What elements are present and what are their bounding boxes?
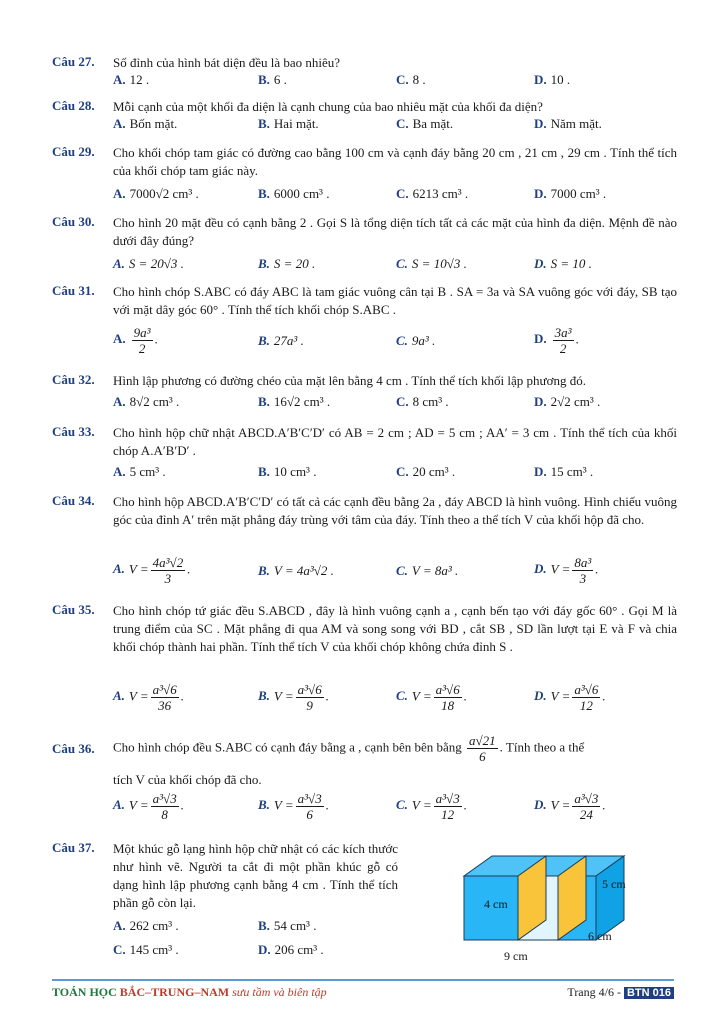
option-d[interactable]: D. V = $\frac{\text{8a³}}{3}$ .: [534, 555, 599, 586]
option-c[interactable]: C. 145 cm³ .: [113, 942, 179, 957]
question-label: Câu 34.: [52, 493, 95, 508]
option-b[interactable]: B. 6 .: [258, 72, 287, 87]
option-b[interactable]: B. 54 cm³ .: [258, 918, 317, 933]
question-text: Cho hình chóp tứ giác đều S.ABCD , đây là hình vuông cạnh a , cạnh bến tạo với đáy gốc 60° . Gọi M là trung điểm của SC . Mặt phẳng đi qua AM và song song với BD , cắt SB , SD lần lượt tại E và F và chia khối chóp thành hai phần. Tính thể tích V của khối chóp không chứa đỉnh S .: [113, 603, 677, 654]
question-text: Cho khối chóp tam giác có đường cao bằng 100 cm và cạnh đáy bằng 20 cm , 21 cm , 29 cm . Tính thể tích của khối chóp tam giác này.: [113, 145, 677, 178]
question-29: [52, 144, 677, 204]
option-a[interactable]: A. S = 20√3 .: [113, 256, 184, 271]
option-d[interactable]: D. 2√2 cm³ .: [534, 394, 601, 409]
option-d[interactable]: D. S = 10 .: [534, 256, 592, 271]
option-a[interactable]: A. $\frac{\text{9a³}}{2}$ .: [113, 325, 158, 356]
question-36: [52, 733, 677, 833]
option-c[interactable]: C. S = 10√3 .: [396, 256, 467, 271]
option-b[interactable]: B. 27a³ .: [258, 333, 304, 348]
question-text: Hình lập phương có đường chéo của mặt lên bằng 4 cm . Tính thể tích khối lập phương đó.: [113, 373, 586, 388]
question-text: Cho hình chóp đều S.ABC có cạnh đáy bằng a , cạnh bên bên bằng $\frac{a√21}{6}$ . Tính theo a thể: [113, 733, 585, 764]
option-a[interactable]: A. 8√2 cm³ .: [113, 394, 180, 409]
option-c[interactable]: C. V = 8a³ .: [396, 563, 459, 578]
wood-block-figure: [450, 848, 650, 968]
option-a[interactable]: A. 5 cm³ .: [113, 464, 166, 479]
option-c[interactable]: C. 6213 cm³ .: [396, 186, 469, 201]
option-d[interactable]: D. V = $\frac{\text{a³√6}}{12}$ .: [534, 682, 606, 713]
option-c[interactable]: C. 9a³ .: [396, 333, 436, 348]
option-a[interactable]: A. 262 cm³ .: [113, 918, 179, 933]
option-c[interactable]: C. Ba mặt.: [396, 116, 454, 131]
option-c[interactable]: C. 8 cm³ .: [396, 394, 449, 409]
question-34: [52, 493, 677, 593]
question-text: Mỗi cạnh của một khối đa diện là cạnh chung của bao nhiêu mặt của khối đa diện?: [113, 99, 543, 114]
option-a[interactable]: A. 12 .: [113, 72, 150, 87]
label-9cm: 9 cm: [504, 949, 528, 963]
question-text: Cho hình hộp ABCD.A′B′C′D′ có tất cả các cạnh đều bằng 2a , đáy ABCD là hình vuông. Hình chiếu vuông góc của đỉnh A′ trên mặt phẳng đáy trùng với tâm của đáy. Tính theo a thể tích V của khối hộp đã cho.: [113, 494, 677, 527]
option-c[interactable]: C. V = $\frac{\text{a³√3}}{12}$ .: [396, 791, 467, 822]
option-b[interactable]: B. V = $\frac{\text{a³√3}}{6}$ .: [258, 791, 329, 822]
doc-code-badge: BTN 016: [624, 987, 674, 999]
question-text: Cho hình hộp chữ nhật ABCD.A′B′C′D′ có AB = 2 cm ; AD = 5 cm ; AA′ = 3 cm . Tính thể tích của khối chóp A.A′B′D′ .: [113, 425, 677, 458]
option-d[interactable]: D. 7000 cm³ .: [534, 186, 607, 201]
question-28: [52, 98, 677, 134]
option-d[interactable]: D. 10 .: [534, 72, 571, 87]
option-b[interactable]: B. 6000 cm³ .: [258, 186, 330, 201]
option-a[interactable]: A. V = $\frac{\text{a³√3}}{8}$ .: [113, 791, 184, 822]
question-31: [52, 283, 677, 363]
option-a[interactable]: A. 7000√2 cm³ .: [113, 186, 199, 201]
question-32: [52, 372, 677, 408]
question-text: Một khúc gỗ lạng hình hộp chữ nhật có các kích thước như hình vẽ. Người ta cắt đi một phần khúc gỗ có dạng hình lập phương cạnh bằng 4 cm . Tính thể tích phần gỗ còn lại.: [113, 841, 398, 910]
question-text: Số đỉnh của hình bát diện đều là bao nhiêu?: [113, 55, 341, 70]
question-label: Câu 33.: [52, 424, 95, 439]
footer-page: Trang 4/6 - BTN 016: [567, 985, 674, 1000]
option-b[interactable]: B. S = 20 .: [258, 256, 316, 271]
question-label: Câu 30.: [52, 214, 95, 229]
option-a[interactable]: A. V = $\frac{\text{a³√6}}{36}$ .: [113, 682, 184, 713]
option-c[interactable]: C. 20 cm³ .: [396, 464, 456, 479]
option-d[interactable]: D. Năm mặt.: [534, 116, 602, 131]
option-a[interactable]: A. V = $\frac{\text{4a³√2}}{3}$ .: [113, 555, 191, 586]
label-4cm: 4 cm: [484, 897, 508, 911]
label-5cm: 5 cm: [602, 877, 626, 891]
option-b[interactable]: B. V = 4a³√2 .: [258, 563, 334, 578]
option-b[interactable]: B. Hai mặt.: [258, 116, 319, 131]
label-6cm: 6 cm: [588, 929, 612, 943]
option-a[interactable]: A. Bốn mặt.: [113, 116, 178, 131]
option-b[interactable]: B. V = $\frac{\text{a³√6}}{9}$ .: [258, 682, 329, 713]
option-d[interactable]: D. $\frac{\text{3a³}}{2}$ .: [534, 325, 579, 356]
question-30: [52, 214, 677, 274]
option-c[interactable]: C. V = $\frac{\text{a³√6}}{18}$ .: [396, 682, 467, 713]
question-33: [52, 424, 677, 484]
question-label: Câu 31.: [52, 283, 95, 298]
footer-brand: TOÁN HỌC BẮC–TRUNG–NAM sưu tầm và biên tập: [52, 985, 327, 999]
question-label: Câu 32.: [52, 372, 95, 387]
question-label: Câu 29.: [52, 144, 95, 159]
option-d[interactable]: D. V = $\frac{\text{a³√3}}{24}$ .: [534, 791, 606, 822]
question-label: Câu 27.: [52, 54, 95, 69]
question-27: [52, 54, 677, 90]
option-b[interactable]: B. 10 cm³ .: [258, 464, 317, 479]
question-35: [52, 602, 677, 727]
option-d[interactable]: D. 15 cm³ .: [534, 464, 594, 479]
page-footer: [52, 979, 674, 1003]
question-text: Cho hình 20 mặt đều có cạnh bằng 2 . Gọi S là tổng diện tích tất cả các mặt của hình đa diện. Mệnh đề nào dưới đây đúng?: [113, 215, 677, 248]
question-text-cont: tích V của khối chóp đã cho.: [113, 772, 262, 787]
question-label: Câu 28.: [52, 98, 95, 113]
option-b[interactable]: B. 16√2 cm³ .: [258, 394, 331, 409]
question-label: Câu 36.: [52, 741, 95, 756]
option-d[interactable]: D. 206 cm³ .: [258, 942, 324, 957]
question-label: Câu 35.: [52, 602, 95, 617]
question-text: Cho hình chóp S.ABC có đáy ABC là tam giác vuông cân tại B . SA = 3a và SA vuông góc với đáy, SB tạo với mặt dây góc 60° . Tính thể tích khối chóp S.ABC .: [113, 284, 677, 317]
question-label: Câu 37.: [52, 840, 95, 855]
option-c[interactable]: C. 8 .: [396, 72, 426, 87]
